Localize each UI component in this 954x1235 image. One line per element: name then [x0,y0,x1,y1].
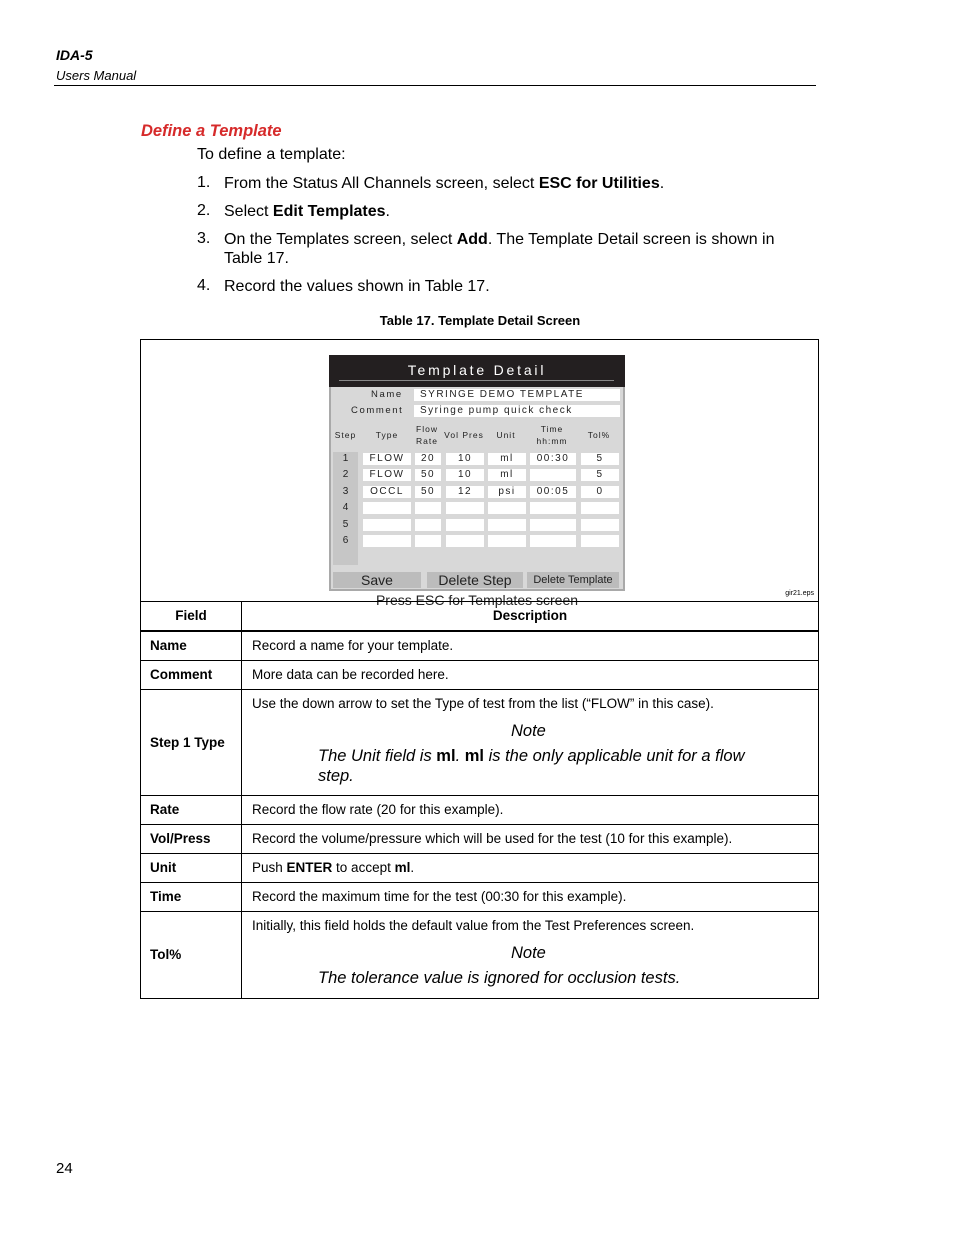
field-description: Record a name for your template. [252,638,454,653]
table-rule [141,689,818,690]
step-number-cell: 6 [342,535,349,546]
tol-cell[interactable]: 5 [581,453,619,465]
header-divider [54,85,816,86]
field-name: Rate [150,802,180,817]
field-description: Push ENTER to accept ml. [252,860,415,875]
rate-cell[interactable] [415,519,441,531]
time-cell[interactable]: 00:30 [530,453,576,465]
rate-cell[interactable]: 50 [415,486,441,498]
manual-subtitle: Users Manual [56,68,137,83]
unit-cell[interactable] [488,502,526,514]
rate-cell[interactable]: 50 [415,469,441,481]
tol-cell[interactable]: 0 [581,486,619,498]
field-name: Tol% [150,947,182,962]
name-label: Name [371,389,403,400]
screen-footer-hint: Press ESC for Templates screen [375,592,579,608]
step-number-cell: 4 [342,502,349,513]
table-rule [141,853,818,854]
column-divider [241,601,242,998]
delete-template-button[interactable]: Delete Template [527,572,619,588]
unit-cell[interactable] [488,535,526,547]
comment-field[interactable]: Syringe pump quick check [414,405,620,417]
screen-title: Template Detail [407,362,547,378]
field-name: Step 1 Type [150,735,225,750]
table-rule [141,911,818,912]
table-rule [141,601,818,602]
step-number-cell: 5 [342,519,349,530]
type-cell[interactable] [363,535,411,547]
title-underline [339,380,614,381]
col-header-step: Step [334,430,357,440]
col-header-tol: Tol% [587,430,611,440]
screen-title-bar [329,355,625,387]
save-button[interactable]: Save [333,572,421,588]
intro-text: To define a template: [197,146,346,163]
vol-cell[interactable]: 12 [446,486,484,498]
field-column-header: Field [175,608,207,623]
template-detail-table [140,339,819,999]
field-description: Record the flow rate (20 for this example). [252,802,504,817]
section-heading: Define a Template [141,122,282,140]
note-title: Note [511,944,546,962]
vol-cell[interactable] [446,519,484,531]
time-cell[interactable] [530,502,576,514]
description-column-header: Description [492,608,568,623]
note-title: Note [511,722,546,740]
step-number: 3. [197,230,211,247]
field-description: Use the down arrow to set the Type of test from the list (“FLOW” in this case). [252,696,714,711]
table-rule [141,882,818,883]
time-cell[interactable] [530,519,576,531]
procedure-step [197,277,817,297]
tol-cell[interactable] [581,535,619,547]
table-rule [141,660,818,661]
step-text: Select Edit Templates. [224,203,390,220]
col-header-type: Type [375,430,399,440]
field-name: Time [150,889,182,904]
vol-cell[interactable]: 10 [446,453,484,465]
rate-cell[interactable]: 20 [415,453,441,465]
type-cell[interactable]: FLOW [363,469,411,481]
procedure-step [197,230,817,270]
time-cell[interactable]: 00:05 [530,486,576,498]
name-field[interactable]: SYRINGE DEMO TEMPLATE [414,389,620,401]
field-description: Record the volume/pressure which will be used for the test (10 for this example). [252,831,733,846]
manual-title: IDA-5 [56,47,93,63]
note-body: The Unit field is ml. ml is the only applicable unit for a flow step. [318,747,745,785]
type-cell[interactable] [363,502,411,514]
field-name: Name [150,638,187,653]
time-cell[interactable] [530,535,576,547]
procedure-step [197,202,817,222]
unit-cell[interactable]: psi [488,486,526,498]
screen-body [331,387,623,608]
step-number-cell: 1 [342,453,349,464]
field-name: Unit [150,860,177,875]
col-header-unit: Unit [496,430,516,440]
col-header-vol: Vol Pres [444,430,484,440]
col-header-rate: Flow Rate [416,424,438,446]
unit-cell[interactable]: ml [488,453,526,465]
type-cell[interactable] [363,519,411,531]
procedure-step [197,174,817,194]
template-detail-screen [329,355,625,608]
figure-id: gir21.eps [785,590,814,597]
vol-cell[interactable] [446,502,484,514]
page-number: 24 [56,1160,73,1177]
rate-cell[interactable] [415,535,441,547]
rate-cell[interactable] [415,502,441,514]
time-cell[interactable] [530,469,576,481]
step-text: From the Status All Channels screen, select ESC for Utilities. [224,175,665,192]
col-header-time: Time hh:mm [536,424,568,446]
step-text: On the Templates screen, select Add. The Template Detail screen is shown in Table 17. [224,231,775,267]
vol-cell[interactable] [446,535,484,547]
step-number: 4. [197,277,211,294]
step-number: 2. [197,202,211,219]
table-rule [141,630,818,632]
step-number: 1. [197,174,211,191]
field-name: Vol/Press [150,831,211,846]
table-caption: Table 17. Template Detail Screen [379,313,581,328]
table-rule [141,824,818,825]
field-description: Initially, this field holds the default value from the Test Preferences screen. [252,918,695,933]
delete-step-button[interactable]: Delete Step [427,572,523,588]
vol-cell[interactable]: 10 [446,469,484,481]
tol-cell[interactable] [581,519,619,531]
tol-cell[interactable] [581,502,619,514]
tol-cell[interactable]: 5 [581,469,619,481]
step-text: Record the values shown in Table 17. [224,278,490,295]
field-description: Record the maximum time for the test (00:30 for this example). [252,889,627,904]
note-body: The tolerance value is ignored for occlusion tests. [318,969,681,987]
type-cell[interactable]: FLOW [363,453,411,465]
step-number-cell: 3 [342,486,349,497]
table-rule [141,795,818,796]
step-number-cell: 2 [342,469,349,480]
unit-cell[interactable] [488,519,526,531]
unit-cell[interactable]: ml [488,469,526,481]
field-name: Comment [150,667,213,682]
type-cell[interactable]: OCCL [363,486,411,498]
field-description: More data can be recorded here. [252,667,449,682]
comment-label: Comment [351,405,404,416]
